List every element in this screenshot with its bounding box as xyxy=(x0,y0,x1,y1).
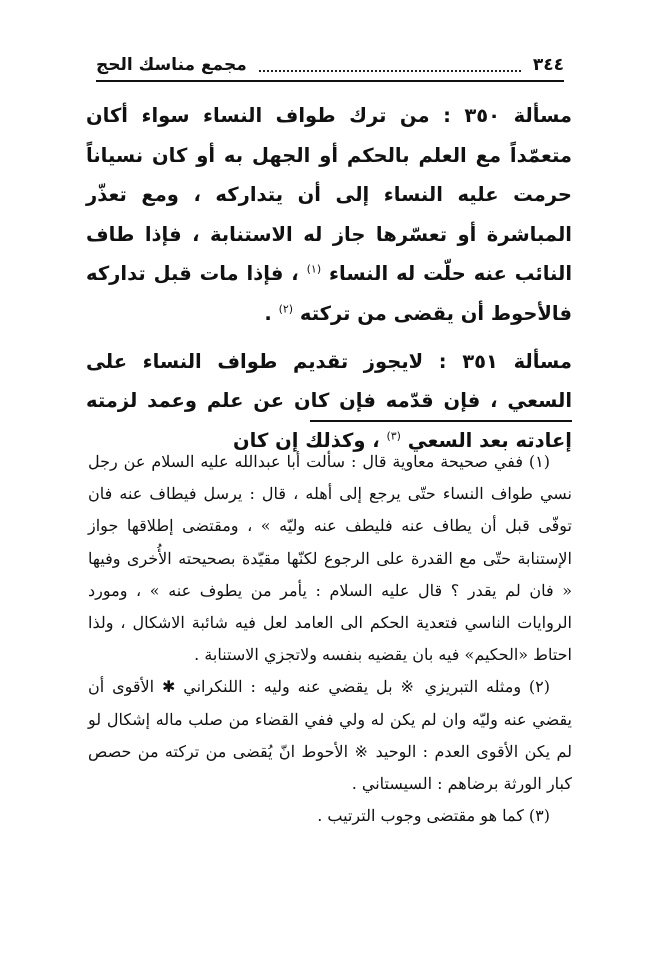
footnote-ref-2: (٢) xyxy=(278,302,294,316)
issue-351-text-a: لايجوز تقديم طواف النساء على السعي ، فإن قدّمه فإن كان عن علم وعمد لزمته إعادته بعد السعي xyxy=(86,349,572,452)
footnote-separator xyxy=(310,420,572,422)
header-dot-leader xyxy=(259,58,521,72)
issue-350-label: مسألة ٣٥٠ : xyxy=(443,104,572,127)
footnote-ref-3: (٣) xyxy=(386,429,401,443)
issue-350-text-b: ، فإذا مات قبل تداركه فالأحوط أن يقضى من تركته xyxy=(86,262,572,325)
footnotes xyxy=(88,446,572,832)
issue-350-paragraph xyxy=(86,96,572,334)
issue-351-text-b: ، وكذلك إن كان xyxy=(233,428,387,452)
footnote-3: (٣) كما هو مقتضى وجوب الترتيب . xyxy=(317,806,550,826)
issue-350-text-a: من ترك طواف النساء سواء أكان متعمّداً مع العلم بالحكم أو الجهل به أو كان نسياناً حرمت عليه النساء إلى أن يتداركه ، ومع تعذّر المباشرة أو تعسّرها جاز له الاستنابة ، فإذا طاف النائب عنه حلّت له النساء xyxy=(86,104,573,286)
issue-351-paragraph xyxy=(86,342,572,461)
main-text xyxy=(86,96,572,460)
book-title: مجمع مناسك الحج xyxy=(96,55,247,75)
page-number: ٣٤٤ xyxy=(532,55,564,75)
running-header xyxy=(96,50,564,82)
footnote-ref-1: (١) xyxy=(306,262,322,276)
issue-351-label: مسألة ٣٥١ : xyxy=(438,349,572,373)
footnote-1: (١) ففي صحيحة معاوية قال : سألت أبا عبدالله عليه السلام عن رجل نسي طواف النساء حتّى يرجع إلى أهله ، قال : يرسل فيطاف عنه فان توفّى قبل أن يطاف عنه فليطف عنه وليّه » ، ومقتضى إطلاقها جواز الإستنابة حتّى مع القدرة على الرجوع لكنّها مقيّدة بصحيحته الأُخرى وفيها « فان لم يقدر ؟ قال عليه السلام : يأمر من يطوف عنه » ، ومورد الروايات الناسي فتعدية الحكم الى العامد لعل فيه شائبة الاشكال ، ولذا احتاط «الحكيم» فيه بان يقضيه بنفسه ولاتجزي الاستنابة . xyxy=(88,452,572,665)
issue-350-text-c: . xyxy=(264,301,279,325)
footnote-2: (٢) ومثله التبريزي ※ بل يقضي عنه وليه : اللنكراني ✱ الأقوى أن يقضي عنه وليّه وان لم يكن له ولي ففي القضاء من صلب ماله إشكال لو لم يكن الأقوى العدم : الوحيد ※ الأحوط انّ يُقضى من تركته من حصص كبار الورثة برضاهم : السيستاني . xyxy=(88,677,572,794)
